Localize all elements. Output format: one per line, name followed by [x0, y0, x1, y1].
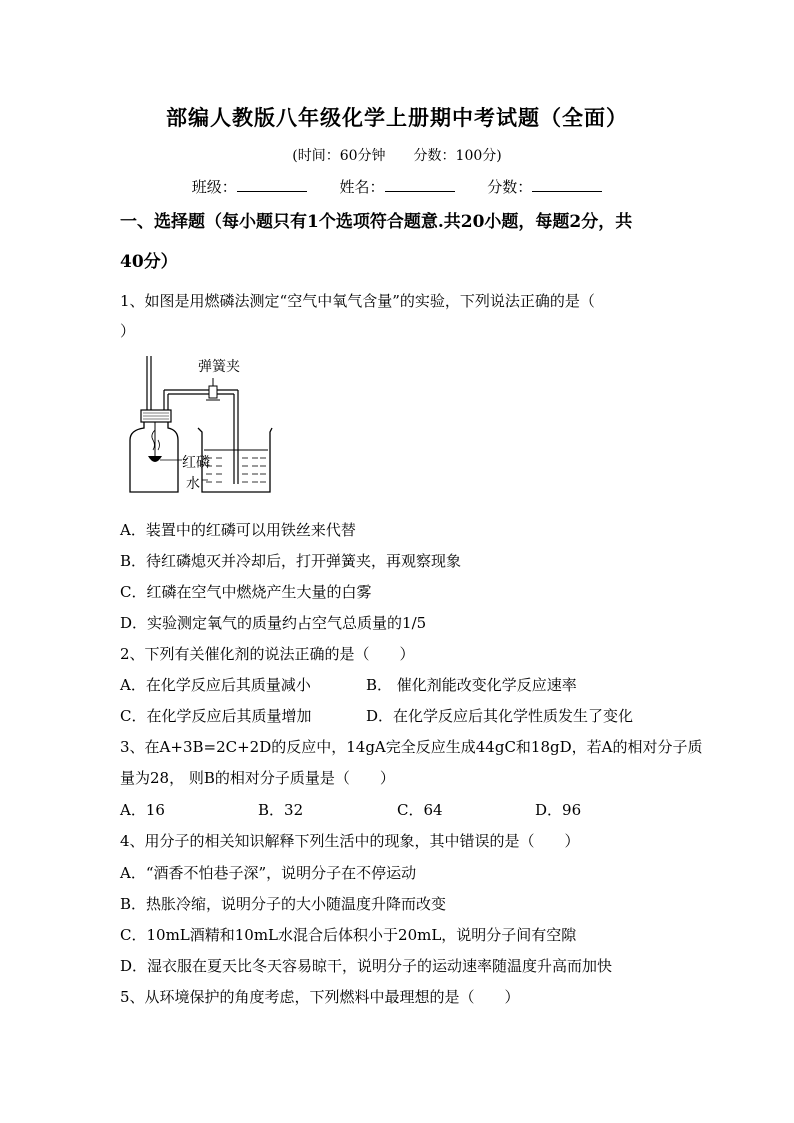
- q1-apparatus-figure: [120, 352, 280, 502]
- phosphorus-label: 红磷: [182, 455, 210, 471]
- q1-stem-cont: ）: [120, 322, 136, 340]
- time-limit: (时间：60分钟: [292, 148, 386, 164]
- name-field[interactable]: 姓名：: [339, 176, 454, 197]
- q4-option-a[interactable]: A．“酒香不怕巷子深”，说明分子在不停运动: [120, 864, 417, 882]
- q3-option-b[interactable]: B．32: [258, 801, 304, 819]
- total-score: 分数：100分): [413, 148, 502, 164]
- section-title: 一、选择题（每小题只有1个选项符合题意.共20小题，每题2分，共 40分）: [120, 212, 633, 272]
- q2-option-b[interactable]: B． 催化剂能改变化学反应速率: [366, 676, 577, 694]
- q2-option-a[interactable]: A．在化学反应后其质量减小: [120, 676, 311, 694]
- q3-option-a[interactable]: A．16: [120, 801, 165, 819]
- q1-option-c[interactable]: C．红磷在空气中燃烧产生大量的白雾: [120, 583, 372, 601]
- q1-option-d[interactable]: D．实验测定氧气的质量约占空气总质量的1/5: [120, 614, 427, 632]
- q5-stem: 5、从环境保护的角度考虑，下列燃料中最理想的是（ ）: [120, 988, 520, 1006]
- exam-meta: [0, 145, 794, 165]
- class-blank[interactable]: [237, 177, 307, 192]
- q3-option-c[interactable]: C．64: [397, 801, 443, 819]
- q2-stem: 2、下列有关催化剂的说法正确的是（ ）: [120, 645, 415, 663]
- q3-option-d[interactable]: D．96: [535, 801, 582, 819]
- page-title: 部编人教版八年级化学上册期中考试题（全面）: [166, 105, 628, 130]
- clamp-label: 弹簧夹: [198, 359, 240, 375]
- q2-option-c[interactable]: C．在化学反应后其质量增加: [120, 707, 312, 725]
- q1-option-a[interactable]: A．装置中的红磷可以用铁丝来代替: [120, 521, 356, 539]
- q4-option-d[interactable]: D．湿衣服在夏天比冬天容易晾干，说明分子的运动速率随温度升高而加快: [120, 957, 613, 975]
- score-blank[interactable]: [532, 177, 602, 192]
- q1-option-b[interactable]: B．待红磷熄灭并冷却后，打开弹簧夹，再观察现象: [120, 552, 462, 570]
- q3-stem-cont: 量为28， 则B的相对分子质量是（ ）: [120, 769, 395, 787]
- q2-option-d[interactable]: D．在化学反应后其化学性质发生了变化: [366, 707, 634, 725]
- q4-option-c[interactable]: C．10mL酒精和10mL水混合后体积小于20mL，说明分子间有空隙: [120, 926, 577, 944]
- q3-stem: 3、在A+3B=2C+2D的反应中，14gA完全反应生成44gC和18gD，若A的相对分子质: [120, 738, 703, 756]
- q1-stem: 1、如图是用燃磷法测定“空气中氧气含量”的实验，下列说法正确的是（: [120, 292, 595, 310]
- class-field[interactable]: 班级：: [192, 176, 307, 197]
- q4-option-b[interactable]: B．热胀冷缩，说明分子的大小随温度升降而改变: [120, 895, 447, 913]
- score-field[interactable]: 分数：: [487, 176, 602, 197]
- student-info-row: [0, 176, 794, 197]
- q4-stem: 4、用分子的相关知识解释下列生活中的现象，其中错误的是（ ）: [120, 832, 580, 850]
- name-blank[interactable]: [385, 177, 455, 192]
- water-label: 水: [186, 476, 200, 492]
